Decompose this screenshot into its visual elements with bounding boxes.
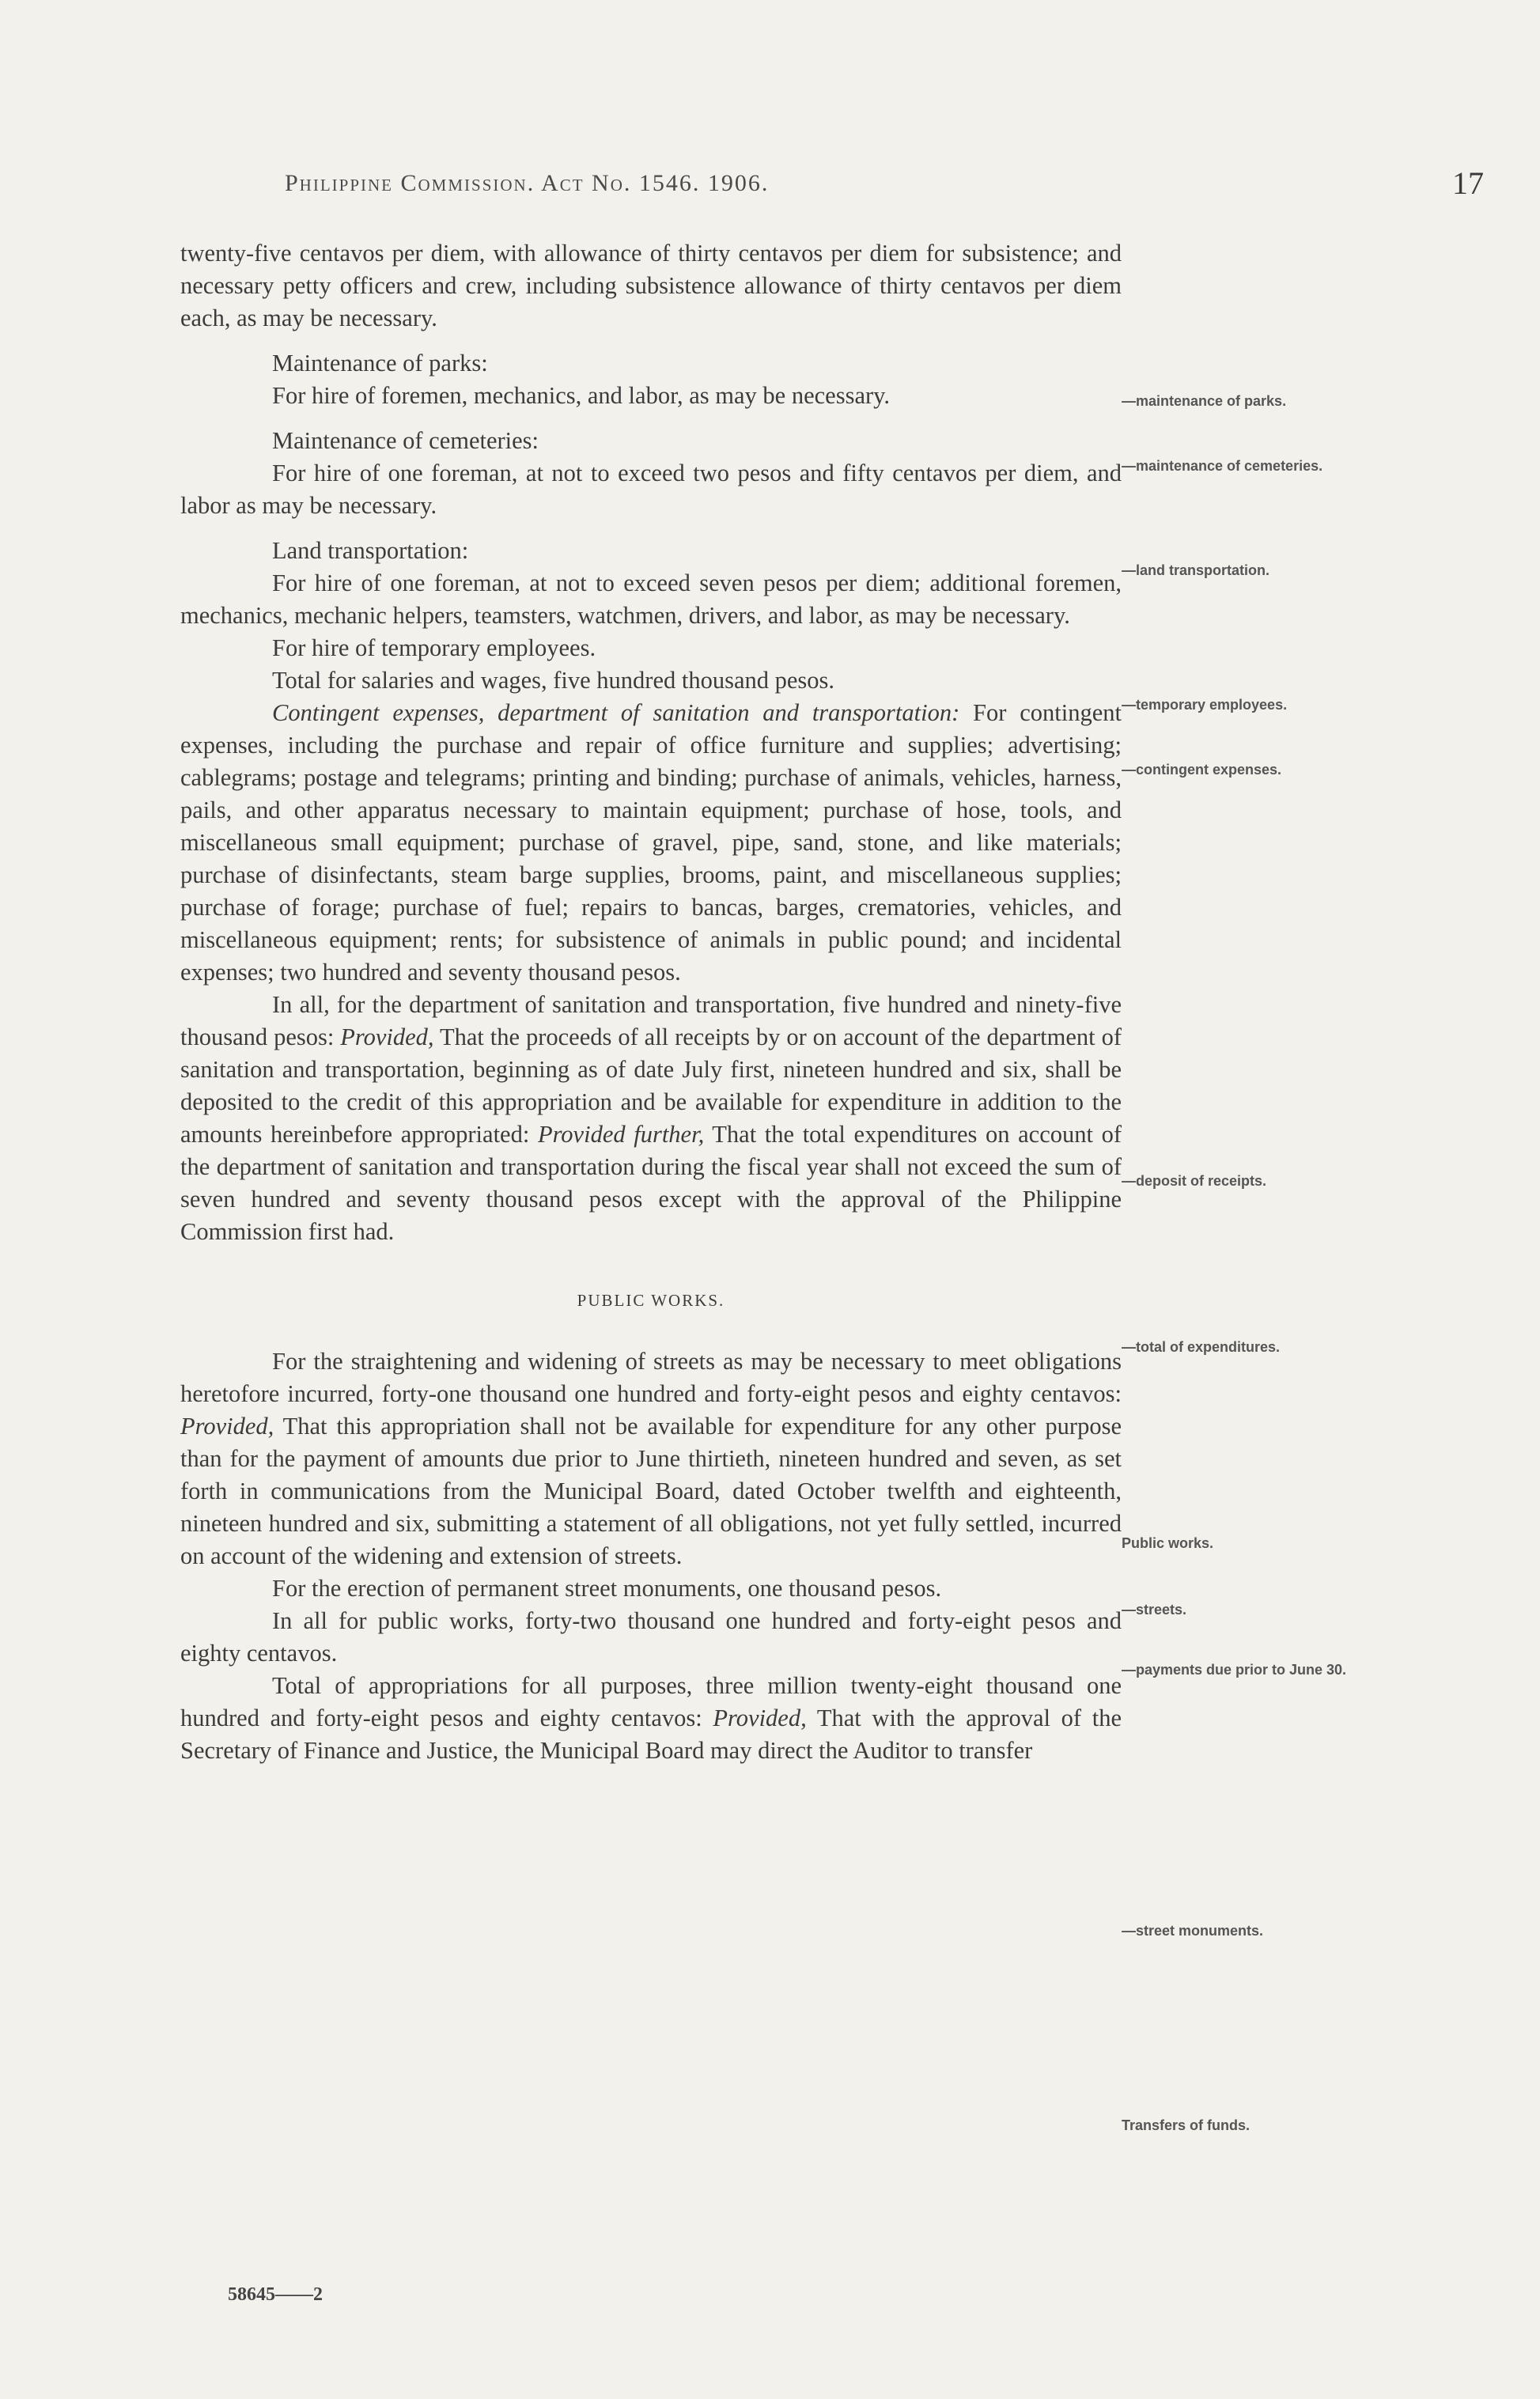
margin-note-transfers: Transfers of funds.	[1122, 2117, 1251, 2133]
heading-land-transportation: Land transportation:	[272, 537, 469, 564]
deposit-text: That the proceeds of all receipts by or on account of the department of sanitation and transportation, beginning as of date July first, nineteen hundred and six, shall be deposited to the credit of this appropriation and be available for expenditure in addition to the amounts hereinbefore appropriated:	[180, 1024, 1122, 1148]
margin-note-temporary: —temporary employees.	[1122, 697, 1288, 713]
paragraph-total-salaries: Total for salaries and wages, five hundred thousand pesos.	[272, 667, 835, 694]
paragraph-total-appropriations	[180, 1670, 1122, 1767]
total-appropriations-text: Total of appropriations for all purposes, three million twenty-eight thousand one hundred and forty-eight pesos and eighty centavos:	[180, 1672, 1122, 1731]
paragraph-contingent-expenses	[180, 697, 1122, 989]
running-header: Philippine Commission. Act No. 1546. 1906.	[285, 170, 770, 196]
margin-note-public-works: Public works.	[1122, 1535, 1214, 1551]
heading-maintenance-cemeteries: Maintenance of cemeteries:	[272, 427, 539, 454]
page-number: 17	[1452, 165, 1484, 201]
contingent-text: For contingent expenses, including the purchase and repair of office furniture and supplies; advertising; cablegrams; postage and telegrams; printing and binding; purchase of animals, vehicles, harness, pails, and other apparatus necessary to maintain equipment; purchase of hose, tools, and miscellaneous small equipment; purchase of gravel, pipe, sand, stone, and like materials; purchase of disinfectants, steam barge supplies, brooms, paint, and miscellaneous supplies; purchase of forage; purchase of fuel; repairs to bancas, barges, crematories, vehicles, and miscellaneous equipment; rents; for subsistence of animals in public pound; and incidental expenses; two hundred and seventy thousand pesos.	[180, 699, 1122, 986]
sanitation-total-text: In all, for the department of sanitation and transportation, five hundred and ninety-five thousand pesos:	[180, 991, 1122, 1050]
margin-note-contingent: —contingent expenses.	[1122, 762, 1282, 778]
paragraph-temporary-employees: For hire of temporary employees.	[272, 634, 596, 661]
heading-maintenance-parks: Maintenance of parks:	[272, 350, 488, 376]
paragraph-cemeteries: For hire of one foreman, at not to exceed two pesos and fifty centavos per diem, and labor as may be necessary.	[180, 460, 1122, 519]
streets-proviso-text: That this appropriation shall not be available for expenditure for any other purpose than for the payment of amounts due prior to June thirtieth, nineteen hundred and seven, as set forth in communications from the Municipal Board, dated October twelfth and eighteenth, nineteen hundred and six, submitting a statement of all obligations, not yet fully settled, incurred on account of the widening and extension of streets.	[180, 1413, 1122, 1569]
paragraph-streets	[180, 1345, 1122, 1572]
paragraph-continuation: twenty-five centavos per diem, with allowance of thirty centavos per diem for subsistence; and necessary petty officers and crew, including subsistence allowance of thirty centavos per diem each, as may be necessary.	[180, 240, 1122, 331]
proviso-italic: Provided,	[340, 1024, 434, 1050]
proviso-italic: Provided,	[713, 1705, 807, 1731]
paragraph-street-monuments: For the erection of permanent street monuments, one thousand pesos.	[272, 1575, 942, 1602]
proviso-italic: Provided,	[180, 1413, 274, 1440]
contingent-heading: Contingent expenses, department of sanitation and transportation:	[272, 699, 960, 726]
paragraph-sanitation-total	[180, 989, 1122, 1248]
section-title-public-works: PUBLIC WORKS.	[577, 1291, 725, 1310]
margin-note-total-expenditures: —total of expenditures.	[1122, 1339, 1281, 1355]
transfer-text: That with the approval of the Secretary of Finance and Justice, the Municipal Board may direct the Auditor to transfer	[180, 1705, 1122, 1764]
signature-mark: 58645——2	[228, 2284, 323, 2305]
main-text-column	[180, 237, 1122, 1767]
paragraph-public-works-total: In all for public works, forty-two thousand one hundred and forty-eight pesos and eighty centavos.	[180, 1607, 1122, 1667]
margin-note-land-transport: —land transportation.	[1122, 562, 1270, 578]
margin-note-cemeteries: —maintenance of cemeteries.	[1122, 458, 1323, 474]
margin-note-payments: —payments due prior to June 30.	[1122, 1662, 1347, 1678]
paragraph-parks: For hire of foremen, mechanics, and labor, as may be necessary.	[272, 382, 891, 409]
expenditure-text: That the total expenditures on account of the department of sanitation and transportation during the fiscal year shall not exceed the sum of seven hundred and seventy thousand pesos except with the approval of the Philippine Commission first had.	[180, 1121, 1122, 1245]
margin-note-deposit: —deposit of receipts.	[1122, 1173, 1267, 1189]
margin-note-parks: —maintenance of parks.	[1122, 393, 1287, 409]
paragraph-land-transportation: For hire of one foreman, at not to exceed seven pesos per diem; additional foremen, mechanics, mechanic helpers, teamsters, watchmen, drivers, and labor, as may be necessary.	[180, 569, 1122, 629]
streets-text: For the straightening and widening of streets as may be necessary to meet obligations heretofore incurred, forty-one thousand one hundred and forty-eight pesos and eighty centavos:	[180, 1348, 1122, 1407]
margin-note-streets: —streets.	[1122, 1602, 1187, 1618]
proviso-further-italic: Provided further,	[537, 1121, 705, 1148]
margin-note-monuments: —street monuments.	[1122, 1923, 1264, 1939]
